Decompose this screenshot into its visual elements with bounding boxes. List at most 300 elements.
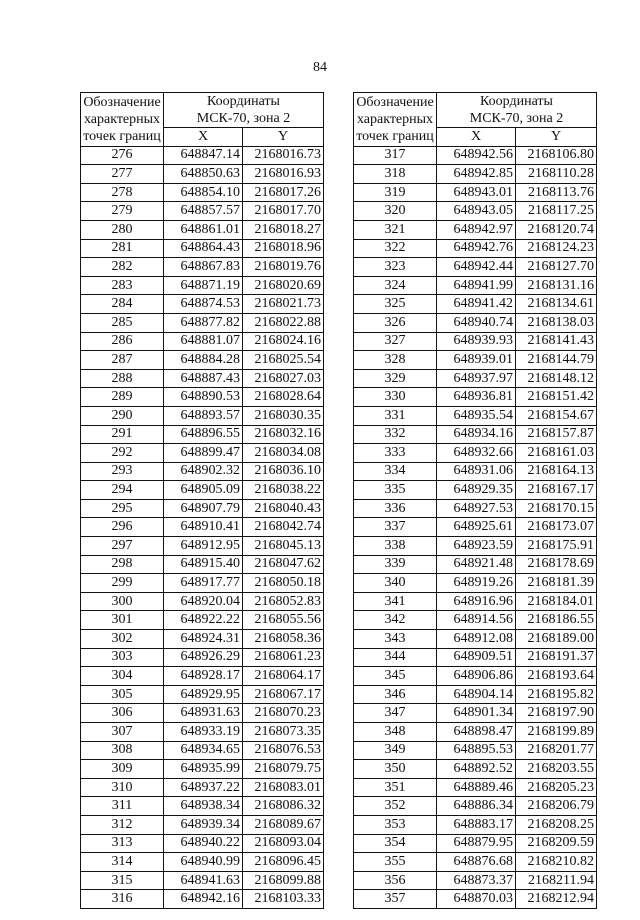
point-number-cell: 301	[81, 611, 164, 630]
point-number-cell: 319	[354, 183, 437, 202]
table-row	[354, 388, 597, 407]
y-coordinate-cell: 2168018.27	[243, 220, 324, 239]
table-row	[81, 332, 324, 351]
y-coordinate-cell: 2168161.03	[516, 444, 597, 463]
x-coordinate-cell: 648940.99	[164, 853, 243, 872]
point-label-header	[81, 93, 164, 147]
x-coordinate-cell: 648921.48	[437, 555, 516, 574]
point-number-cell: 346	[354, 685, 437, 704]
table-row	[354, 648, 597, 667]
point-number-cell: 311	[81, 797, 164, 816]
table-row	[354, 332, 597, 351]
x-coordinate-cell: 648850.63	[164, 165, 243, 184]
x-coordinate-cell: 648939.93	[437, 332, 516, 351]
x-coordinate-cell: 648884.28	[164, 351, 243, 370]
point-number-cell: 327	[354, 332, 437, 351]
x-coordinate-cell: 648934.16	[437, 425, 516, 444]
header-row	[354, 93, 597, 128]
point-number-cell: 334	[354, 462, 437, 481]
table-header	[81, 93, 324, 147]
point-number-cell: 341	[354, 592, 437, 611]
x-coordinate-cell: 648909.51	[437, 648, 516, 667]
point-number-cell: 310	[81, 778, 164, 797]
table-row	[354, 537, 597, 556]
y-coordinate-cell: 2168199.89	[516, 723, 597, 742]
x-coordinate-cell: 648942.76	[437, 239, 516, 258]
header-line: Координаты	[207, 94, 280, 109]
x-coordinate-cell: 648864.43	[164, 239, 243, 258]
x-coordinate-cell: 648935.99	[164, 760, 243, 779]
table-row	[81, 685, 324, 704]
y-coordinate-cell: 2168076.53	[243, 741, 324, 760]
y-coordinate-cell: 2168113.76	[516, 183, 597, 202]
x-coordinate-cell: 648847.14	[164, 146, 243, 165]
table-row	[354, 611, 597, 630]
y-coordinate-cell: 2168019.76	[243, 258, 324, 277]
y-coordinate-cell: 2168186.55	[516, 611, 597, 630]
x-coordinate-cell: 648943.01	[437, 183, 516, 202]
table-row	[81, 723, 324, 742]
point-number-cell: 304	[81, 667, 164, 686]
x-coordinate-cell: 648929.95	[164, 685, 243, 704]
table-row	[354, 258, 597, 277]
table-row	[354, 890, 597, 909]
table-row	[354, 444, 597, 463]
y-coordinate-cell: 2168045.13	[243, 537, 324, 556]
x-coordinate-cell: 648916.96	[437, 592, 516, 611]
y-coordinate-cell: 2168201.77	[516, 741, 597, 760]
point-number-cell: 307	[81, 723, 164, 742]
table-row	[81, 704, 324, 723]
table-row	[81, 499, 324, 518]
y-coordinate-cell: 2168067.17	[243, 685, 324, 704]
point-number-cell: 354	[354, 834, 437, 853]
x-coordinate-cell: 648920.04	[164, 592, 243, 611]
x-coordinate-cell: 648899.47	[164, 444, 243, 463]
y-coordinate-cell: 2168120.74	[516, 220, 597, 239]
x-coordinate-cell: 648857.57	[164, 202, 243, 221]
table-row	[81, 667, 324, 686]
point-number-cell: 324	[354, 276, 437, 295]
y-coordinate-cell: 2168209.59	[516, 834, 597, 853]
y-coordinate-cell: 2168103.33	[243, 890, 324, 909]
table-body	[354, 146, 597, 908]
point-number-cell: 303	[81, 648, 164, 667]
x-coordinate-cell: 648924.31	[164, 630, 243, 649]
header-line: Координаты	[480, 94, 553, 109]
x-coordinate-cell: 648917.77	[164, 574, 243, 593]
y-coordinate-cell: 2168164.13	[516, 462, 597, 481]
x-coordinate-cell: 648934.65	[164, 741, 243, 760]
point-number-cell: 309	[81, 760, 164, 779]
table-row	[81, 853, 324, 872]
point-number-cell: 284	[81, 295, 164, 314]
header-row	[81, 93, 324, 128]
point-number-cell: 329	[354, 369, 437, 388]
point-number-cell: 296	[81, 518, 164, 537]
x-coordinate-cell: 648890.53	[164, 388, 243, 407]
y-coordinate-cell: 2168208.25	[516, 815, 597, 834]
y-coordinate-cell: 2168141.43	[516, 332, 597, 351]
coordinates-header	[437, 93, 597, 128]
y-coordinate-cell: 2168170.15	[516, 499, 597, 518]
y-coordinate-cell: 2168017.70	[243, 202, 324, 221]
y-coordinate-cell: 2168099.88	[243, 871, 324, 890]
table-row	[354, 220, 597, 239]
table-row	[354, 183, 597, 202]
table-row	[354, 667, 597, 686]
point-number-cell: 317	[354, 146, 437, 165]
y-coordinate-cell: 2168020.69	[243, 276, 324, 295]
y-column-header: Y	[516, 128, 597, 147]
table-row	[354, 834, 597, 853]
point-number-cell: 352	[354, 797, 437, 816]
table-row	[354, 723, 597, 742]
table-row	[354, 406, 597, 425]
table-row	[354, 704, 597, 723]
y-coordinate-cell: 2168064.17	[243, 667, 324, 686]
point-number-cell: 342	[354, 611, 437, 630]
y-coordinate-cell: 2168151.42	[516, 388, 597, 407]
point-number-cell: 306	[81, 704, 164, 723]
y-coordinate-cell: 2168181.39	[516, 574, 597, 593]
x-coordinate-cell: 648874.53	[164, 295, 243, 314]
y-coordinate-cell: 2168089.67	[243, 815, 324, 834]
table-row	[81, 406, 324, 425]
table-row	[81, 760, 324, 779]
table-row	[354, 741, 597, 760]
y-coordinate-cell: 2168178.69	[516, 555, 597, 574]
table-row	[81, 481, 324, 500]
y-coordinate-cell: 2168195.82	[516, 685, 597, 704]
x-coordinate-cell: 648873.37	[437, 871, 516, 890]
y-coordinate-cell: 2168021.73	[243, 295, 324, 314]
point-number-cell: 282	[81, 258, 164, 277]
y-coordinate-cell: 2168024.16	[243, 332, 324, 351]
table-row	[81, 425, 324, 444]
point-number-cell: 351	[354, 778, 437, 797]
x-coordinate-cell: 648893.57	[164, 406, 243, 425]
x-coordinate-cell: 648937.22	[164, 778, 243, 797]
table-row	[354, 871, 597, 890]
x-coordinate-cell: 648905.09	[164, 481, 243, 500]
point-number-cell: 357	[354, 890, 437, 909]
point-number-cell: 347	[354, 704, 437, 723]
point-number-cell: 323	[354, 258, 437, 277]
x-coordinate-cell: 648904.14	[437, 685, 516, 704]
header-line: МСК-70, зона 2	[469, 111, 564, 126]
x-coordinate-cell: 648895.53	[437, 741, 516, 760]
table-row	[354, 369, 597, 388]
table-row	[81, 797, 324, 816]
x-coordinate-cell: 648925.61	[437, 518, 516, 537]
table-row	[81, 388, 324, 407]
point-label-header	[354, 93, 437, 147]
table-row	[81, 890, 324, 909]
table-row	[354, 351, 597, 370]
y-coordinate-cell: 2168027.03	[243, 369, 324, 388]
point-number-cell: 308	[81, 741, 164, 760]
point-number-cell: 291	[81, 425, 164, 444]
table-row	[354, 202, 597, 221]
y-coordinate-cell: 2168175.91	[516, 537, 597, 556]
x-coordinate-cell: 648940.74	[437, 313, 516, 332]
table-row	[81, 258, 324, 277]
table-row	[81, 369, 324, 388]
table-row	[354, 815, 597, 834]
y-coordinate-cell: 2168211.94	[516, 871, 597, 890]
table-row	[81, 462, 324, 481]
x-coordinate-cell: 648887.43	[164, 369, 243, 388]
x-coordinate-cell: 648931.06	[437, 462, 516, 481]
y-coordinate-cell: 2168203.55	[516, 760, 597, 779]
y-coordinate-cell: 2168016.73	[243, 146, 324, 165]
y-coordinate-cell: 2168040.43	[243, 499, 324, 518]
y-coordinate-cell: 2168016.93	[243, 165, 324, 184]
x-coordinate-cell: 648935.54	[437, 406, 516, 425]
header-line: точек границ	[83, 128, 161, 144]
y-coordinate-cell: 2168134.61	[516, 295, 597, 314]
y-coordinate-cell: 2168028.64	[243, 388, 324, 407]
point-number-cell: 338	[354, 537, 437, 556]
x-coordinate-cell: 648854.10	[164, 183, 243, 202]
y-coordinate-cell: 2168061.23	[243, 648, 324, 667]
x-coordinate-cell: 648871.19	[164, 276, 243, 295]
y-coordinate-cell: 2168017.26	[243, 183, 324, 202]
header-line: Обозначение	[83, 94, 161, 110]
table-row	[81, 834, 324, 853]
x-coordinate-cell: 648939.34	[164, 815, 243, 834]
table-row	[354, 295, 597, 314]
table-row	[81, 183, 324, 202]
x-coordinate-cell: 648912.08	[437, 630, 516, 649]
y-coordinate-cell: 2168073.35	[243, 723, 324, 742]
table-row	[81, 351, 324, 370]
point-number-cell: 290	[81, 406, 164, 425]
y-coordinate-cell: 2168079.75	[243, 760, 324, 779]
x-coordinate-cell: 648867.83	[164, 258, 243, 277]
table-row	[81, 815, 324, 834]
x-coordinate-cell: 648870.03	[437, 890, 516, 909]
point-number-cell: 343	[354, 630, 437, 649]
point-number-cell: 325	[354, 295, 437, 314]
table-row	[354, 276, 597, 295]
point-number-cell: 276	[81, 146, 164, 165]
point-number-cell: 353	[354, 815, 437, 834]
table-row	[81, 295, 324, 314]
point-number-cell: 356	[354, 871, 437, 890]
y-coordinate-cell: 2168106.80	[516, 146, 597, 165]
point-number-cell: 332	[354, 425, 437, 444]
table-row	[354, 797, 597, 816]
point-number-cell: 312	[81, 815, 164, 834]
x-coordinate-cell: 648942.44	[437, 258, 516, 277]
y-coordinate-cell: 2168206.79	[516, 797, 597, 816]
x-coordinate-cell: 648941.42	[437, 295, 516, 314]
x-coordinate-cell: 648941.99	[437, 276, 516, 295]
point-number-cell: 355	[354, 853, 437, 872]
point-number-cell: 302	[81, 630, 164, 649]
y-coordinate-cell: 2168086.32	[243, 797, 324, 816]
table-row	[354, 165, 597, 184]
y-coordinate-cell: 2168127.70	[516, 258, 597, 277]
y-coordinate-cell: 2168167.17	[516, 481, 597, 500]
y-coordinate-cell: 2168030.35	[243, 406, 324, 425]
y-coordinate-cell: 2168154.67	[516, 406, 597, 425]
y-coordinate-cell: 2168034.08	[243, 444, 324, 463]
point-number-cell: 333	[354, 444, 437, 463]
y-coordinate-cell: 2168055.56	[243, 611, 324, 630]
y-coordinate-cell: 2168124.23	[516, 239, 597, 258]
point-number-cell: 345	[354, 667, 437, 686]
table-row	[354, 685, 597, 704]
x-coordinate-cell: 648912.95	[164, 537, 243, 556]
point-number-cell: 287	[81, 351, 164, 370]
x-coordinate-cell: 648942.97	[437, 220, 516, 239]
x-coordinate-cell: 648902.32	[164, 462, 243, 481]
point-number-cell: 313	[81, 834, 164, 853]
table-row	[354, 313, 597, 332]
point-number-cell: 321	[354, 220, 437, 239]
header-line: МСК-70, зона 2	[196, 111, 291, 126]
x-coordinate-cell: 648901.34	[437, 704, 516, 723]
y-coordinate-cell: 2168173.07	[516, 518, 597, 537]
table-row	[81, 537, 324, 556]
x-coordinate-cell: 648941.63	[164, 871, 243, 890]
point-number-cell: 318	[354, 165, 437, 184]
x-column-header: X	[164, 128, 243, 147]
x-coordinate-cell: 648914.56	[437, 611, 516, 630]
table-row	[354, 592, 597, 611]
point-number-cell: 278	[81, 183, 164, 202]
x-coordinate-cell: 648923.59	[437, 537, 516, 556]
header-line: характерных	[83, 111, 161, 127]
x-coordinate-cell: 648942.16	[164, 890, 243, 909]
x-coordinate-cell: 648938.34	[164, 797, 243, 816]
table-row	[354, 853, 597, 872]
point-number-cell: 279	[81, 202, 164, 221]
point-number-cell: 344	[354, 648, 437, 667]
point-number-cell: 283	[81, 276, 164, 295]
page-number: 84	[313, 60, 327, 75]
x-coordinate-cell: 648942.56	[437, 146, 516, 165]
y-coordinate-cell: 2168212.94	[516, 890, 597, 909]
x-coordinate-cell: 648943.05	[437, 202, 516, 221]
y-coordinate-cell: 2168032.16	[243, 425, 324, 444]
coordinates-table-right	[353, 92, 597, 909]
point-number-cell: 350	[354, 760, 437, 779]
table-row	[81, 648, 324, 667]
y-coordinate-cell: 2168191.37	[516, 648, 597, 667]
point-number-cell: 298	[81, 555, 164, 574]
y-coordinate-cell: 2168047.62	[243, 555, 324, 574]
table-row	[81, 202, 324, 221]
table-row	[354, 481, 597, 500]
point-number-cell: 288	[81, 369, 164, 388]
x-coordinate-cell: 648929.35	[437, 481, 516, 500]
x-coordinate-cell: 648926.29	[164, 648, 243, 667]
table-row	[81, 444, 324, 463]
table-row	[81, 165, 324, 184]
table-row	[81, 313, 324, 332]
x-coordinate-cell: 648927.53	[437, 499, 516, 518]
table-row	[81, 574, 324, 593]
table-row	[81, 871, 324, 890]
x-coordinate-cell: 648933.19	[164, 723, 243, 742]
point-number-cell: 349	[354, 741, 437, 760]
y-coordinate-cell: 2168083.01	[243, 778, 324, 797]
x-coordinate-cell: 648907.79	[164, 499, 243, 518]
point-number-cell: 295	[81, 499, 164, 518]
point-number-cell: 314	[81, 853, 164, 872]
y-coordinate-cell: 2168189.00	[516, 630, 597, 649]
table-row	[81, 630, 324, 649]
x-coordinate-cell: 648879.95	[437, 834, 516, 853]
point-number-cell: 348	[354, 723, 437, 742]
coordinates-table-left	[80, 92, 324, 909]
x-coordinate-cell: 648939.01	[437, 351, 516, 370]
x-coordinate-cell: 648861.01	[164, 220, 243, 239]
y-coordinate-cell: 2168157.87	[516, 425, 597, 444]
x-column-header: X	[437, 128, 516, 147]
x-coordinate-cell: 648940.22	[164, 834, 243, 853]
point-number-cell: 320	[354, 202, 437, 221]
y-coordinate-cell: 2168058.36	[243, 630, 324, 649]
table-row	[354, 425, 597, 444]
x-coordinate-cell: 648910.41	[164, 518, 243, 537]
table-row	[354, 555, 597, 574]
x-coordinate-cell: 648876.68	[437, 853, 516, 872]
x-coordinate-cell: 648922.22	[164, 611, 243, 630]
y-column-header: Y	[243, 128, 324, 147]
point-number-cell: 335	[354, 481, 437, 500]
table-row	[354, 239, 597, 258]
y-coordinate-cell: 2168018.96	[243, 239, 324, 258]
point-number-cell: 277	[81, 165, 164, 184]
y-coordinate-cell: 2168117.25	[516, 202, 597, 221]
y-coordinate-cell: 2168193.64	[516, 667, 597, 686]
point-number-cell: 300	[81, 592, 164, 611]
table-row	[354, 146, 597, 165]
x-coordinate-cell: 648937.97	[437, 369, 516, 388]
y-coordinate-cell: 2168042.74	[243, 518, 324, 537]
point-number-cell: 326	[354, 313, 437, 332]
point-number-cell: 280	[81, 220, 164, 239]
x-coordinate-cell: 648898.47	[437, 723, 516, 742]
y-coordinate-cell: 2168022.88	[243, 313, 324, 332]
table-row	[81, 518, 324, 537]
x-coordinate-cell: 648936.81	[437, 388, 516, 407]
x-coordinate-cell: 648889.46	[437, 778, 516, 797]
point-number-cell: 299	[81, 574, 164, 593]
y-coordinate-cell: 2168025.54	[243, 351, 324, 370]
y-coordinate-cell: 2168050.18	[243, 574, 324, 593]
y-coordinate-cell: 2168110.28	[516, 165, 597, 184]
y-coordinate-cell: 2168144.79	[516, 351, 597, 370]
point-number-cell: 293	[81, 462, 164, 481]
y-coordinate-cell: 2168210.82	[516, 853, 597, 872]
x-coordinate-cell: 648877.82	[164, 313, 243, 332]
table-row	[81, 592, 324, 611]
x-coordinate-cell: 648931.63	[164, 704, 243, 723]
table-body	[81, 146, 324, 908]
point-number-cell: 331	[354, 406, 437, 425]
point-number-cell: 285	[81, 313, 164, 332]
table-row	[81, 146, 324, 165]
y-coordinate-cell: 2168052.83	[243, 592, 324, 611]
point-number-cell: 294	[81, 481, 164, 500]
y-coordinate-cell: 2168093.04	[243, 834, 324, 853]
